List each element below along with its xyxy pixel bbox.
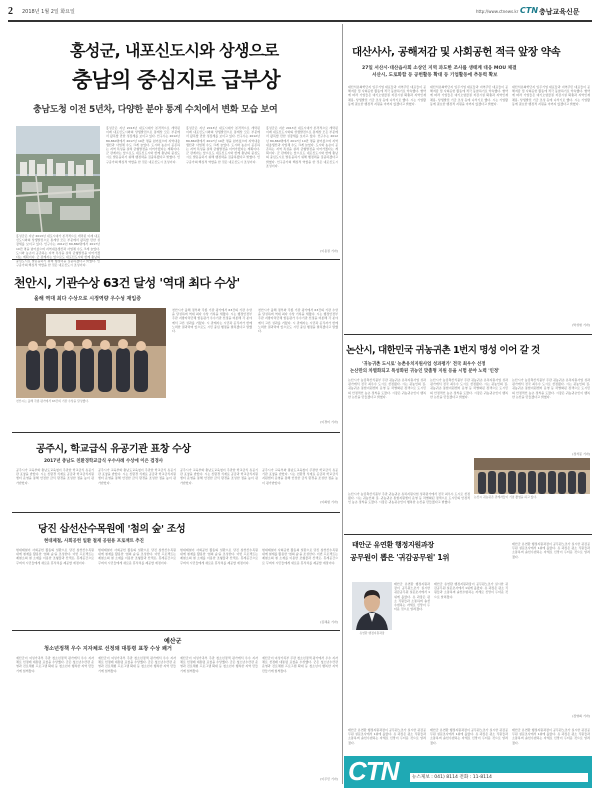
main-body-col-4: 홍성군은 지난 2013년 내포시대가 본격적으로 개막된 이래 내포신도시와의 상생발전으로 통계상 모든 부문에서 괄목할 만한 성장세를 보이고 있다. 인구수는 2012년 89,860명에서 2017년 10만 명을 넘어섰으며 지역내총생산과 사업체 수도 크게 늘었다. 도시와 농촌이 공존하는 지역 특성을 살려 균형발전을 이어가겠다는 계획이다. 군 관계자는 앞으로도 내포신도시와 함께 충남의 중심도시로 발돋움하기 위해 행정력을 집중하겠다고 밝혔다. 인구증가의 핵심적 역할을 한 것은 내포신도시 조성이다. [266, 126, 338, 168]
site-url[interactable]: http://www.ctnews.kr [476, 9, 519, 14]
nonsan-body-col-1: 논산시가 농림축산식품부 주관 귀농귀촌 유치지원사업 성과평가에서 전국 최우수 도시로 선정됐다. 시는 귀농인의 집, 귀농귀촌 통합지원센터 운영 등 차별화된 정책으로 도시민의 안정적인 농촌 정착을 도왔다. 시장은 귀농귀촌인이 행복한 논산을 만들겠다고 밝혔다. [348, 378, 426, 399]
nonsan-body-col-2: 논산시가 농림축산식품부 주관 귀농귀촌 유치지원사업 성과평가에서 전국 최우수 도시로 선정됐다. 시는 귀농인의 집, 귀농귀촌 통합지원센터 운영 등 차별화된 정책으로 도시민의 안정적인 농촌 정착을 도왔다. 시장은 귀농귀촌인이 행복한 논산을 만들겠다고 밝혔다. [430, 378, 508, 399]
nonsan-subhead-1: '귀농귀촌 도시로' 농촌유치지원사업 성과평가' 전국 최우수 선정 [362, 362, 486, 367]
cheonan-subhead: 올해 역대 최다 수상으로 시정역량 우수성 재입증 [34, 296, 142, 302]
gongju-body-col-4: 공주시가 교육부와 충남도교육청이 주관한 학교급식 유공기관 표창을 받았다. 시는 친환경 식재료 공급과 학교급식지원센터 운영을 통해 안전한 급식 환경을 조성한 점을 높이 평가받았다. [262, 468, 338, 485]
yesan-headline: 예산군 [164, 638, 182, 645]
daesan-body-col-2: 대산석유화학단지 입주기업 대표들과 지역주민 대표들이 공해저감 및 사회공헌 활동에 적극 동참하기로 약속했다. 협약에 따라 기업들은 대기오염물질 저감시설 확충과 지역인재 채용, 상생발전 기금 조성 등에 나서기로 했다. 시는 기업활동에 필요한 행정적 지원을 아끼지 않겠다고 밝혔다. [430, 85, 508, 106]
column-divider [342, 24, 343, 784]
yesan-body-col-1: 예산군이 여성가족부 주관 청소년정책 평가에서 우수 지자체로 선정돼 대통령 표창을 수상했다. 군은 청소년수련관 운영과 진로체험 프로그램 확대 등 청소년이 행복한 지역 만들기에 힘써왔다. [16, 656, 94, 673]
yesan-byline: (이주민 기자) [320, 777, 338, 781]
main-photo-aerial-city [16, 126, 100, 232]
page-number: 2 [8, 6, 13, 17]
footer-ad-banner[interactable] [344, 756, 592, 788]
cheonan-photo-caption: 천안시는 올해 각종 평가에서 63건의 기관 수상을 달성했다. [16, 399, 89, 403]
yesan-body-col-4: 예산군이 여성가족부 주관 청소년정책 평가에서 우수 지자체로 선정돼 대통령 표창을 수상했다. 군은 청소년수련관 운영과 진로체험 프로그램 확대 등 청소년이 행복한 지역 만들기에 힘써왔다. [262, 656, 338, 673]
cheonan-headline: 천안시, 기관수상 63건 달성 '역대 최다 수상' [14, 276, 240, 290]
yesan-body-col-2: 예산군이 여성가족부 주관 청소년정책 평가에서 우수 지자체로 선정돼 대통령 표창을 수상했다. 군은 청소년수련관 운영과 진로체험 프로그램 확대 등 청소년이 행복한 지역 만들기에 힘써왔다. [98, 656, 176, 673]
taean-headline-2: 공무원이 뽑은 '귀감공무원' 1위 [350, 553, 450, 562]
dangjin-body-col-1: 현대제철이 사회공헌 활동의 일환으로 당진 삽선산수목원 내에 철재를 활용한 '첨의 숲'을 조성한다. 이번 프로젝트는 제철소의 철 소재를 이용한 조형물과 산책로, 휴게공간으로 꾸며져 시민들에게 새로운 휴식처를 제공할 예정이다. [16, 548, 94, 565]
yesan-article [14, 632, 340, 786]
dangjin-byline: (김혜윤 기자) [320, 620, 338, 624]
cheonan-photo-award [16, 308, 166, 398]
dangjin-body-col-2: 현대제철이 사회공헌 활동의 일환으로 당진 삽선산수목원 내에 철재를 활용한 '첨의 숲'을 조성한다. 이번 프로젝트는 제철소의 철 소재를 이용한 조형물과 산책로, 휴게공간으로 꾸며져 시민들에게 새로운 휴식처를 제공할 예정이다. [98, 548, 176, 565]
dangjin-body-col-4: 현대제철이 사회공헌 활동의 일환으로 당진 삽선산수목원 내에 철재를 활용한 '첨의 숲'을 조성한다. 이번 프로젝트는 제철소의 철 소재를 이용한 조형물과 산책로, 휴게공간으로 꾸며져 시민들에게 새로운 휴식처를 제공할 예정이다. [262, 548, 338, 565]
main-body-col-2: 홍성군은 지난 2013년 내포시대가 본격적으로 개막된 이래 내포신도시와의 상생발전으로 통계상 모든 부문에서 괄목할 만한 성장세를 보이고 있다. 인구수는 2012년 89,860명에서 2017년 10만 명을 넘어섰으며 지역내총생산과 사업체 수도 크게 늘었다. 도시와 농촌이 공존하는 지역 특성을 살려 균형발전을 이어가겠다는 계획이다. 군 관계자는 앞으로도 내포신도시와 함께 충남의 중심도시로 발돋움하기 위해 행정력을 집중하겠다고 밝혔다. 인구증가의 핵심적 역할을 한 것은 내포신도시 조성이다. [106, 126, 180, 164]
taean-body-col-1: 태안군 유연환 행정지원과장이 공무원노조가 실시한 귀감공무원 설문조사에서 1위에 올랐다. 유 과장은 평소 직원들과 소통하며 솔선수범하는 자세로 신망이 두터운 것으로 알려졌다. [394, 582, 430, 612]
section-rule-6 [12, 630, 340, 631]
gongju-body-col-1: 공주시가 교육부와 충남도교육청이 주관한 학교급식 유공기관 표창을 받았다. 시는 친환경 식재료 공급과 학교급식지원센터 운영을 통해 안전한 급식 환경을 조성한 점을 높이 평가받았다. [16, 468, 94, 485]
footer-ad-info-strip [410, 773, 588, 782]
filler-column-1: 태안군 유연환 행정지원과장이 공무원노조가 실시한 귀감공무원 설문조사에서 1위에 올랐다. 유 과장은 평소 직원들과 소통하며 솔선수범하는 자세로 신망이 두터운 것으로 알려졌다. [348, 728, 426, 745]
daesan-body-col-3: 대산석유화학단지 입주기업 대표들과 지역주민 대표들이 공해저감 및 사회공헌 활동에 적극 동참하기로 약속했다. 협약에 따라 기업들은 대기오염물질 저감시설 확충과 지역인재 채용, 상생발전 기금 조성 등에 나서기로 했다. 시는 기업활동에 필요한 행정적 지원을 아끼지 않겠다고 밝혔다. [512, 85, 590, 106]
daesan-headline: 대산사사, 공해저감 및 사회공헌 적극 앞장 약속 [352, 46, 561, 58]
nonsan-article [346, 336, 592, 532]
gongju-body-col-2: 공주시가 교육부와 충남도교육청이 주관한 학교급식 유공기관 표창을 받았다. 시는 친환경 식재료 공급과 학교급식지원센터 운영을 통해 안전한 급식 환경을 조성한 점을 높이 평가받았다. [98, 468, 176, 485]
section-rule-5 [344, 534, 592, 535]
main-article [14, 22, 340, 268]
nonsan-photo-group [474, 458, 590, 494]
paper-logo-mark: CTN [520, 6, 539, 15]
taean-byline: (장영희 기자) [572, 714, 590, 718]
yesan-body-col-3: 예산군이 여성가족부 주관 청소년정책 평가에서 우수 지자체로 선정돼 대통령 표창을 수상했다. 군은 청소년수련관 운영과 진로체험 프로그램 확대 등 청소년이 행복한 지역 만들기에 힘써왔다. [180, 656, 258, 673]
nonsan-subhead-2: 논산만의 차별화되고 특성화된 귀농인 맞춤형 지원 등을 시험 분야 노력 '인정' [350, 369, 500, 374]
filler-column-3: 태안군 유연환 행정지원과장이 공무원노조가 실시한 귀감공무원 설문조사에서 1위에 올랐다. 유 과장은 평소 직원들과 소통하며 솔선수범하는 자세로 신망이 두터운 것으로 알려졌다. [512, 728, 590, 745]
filler-column-2: 태안군 유연환 행정지원과장이 공무원노조가 실시한 귀감공무원 설문조사에서 1위에 올랐다. 유 과장은 평소 직원들과 소통하며 솔선수범하는 자세로 신망이 두터운 것으로 알려졌다. [430, 728, 508, 745]
daesan-subhead-1: 27일 서산시·대산읍사회 소상인 지역 과도한 조사를 생태계 대응 MOU 체결 [362, 66, 517, 71]
gongju-body-col-3: 공주시가 교육부와 충남도교육청이 주관한 학교급식 유공기관 표창을 받았다. 시는 친환경 식재료 공급과 학교급식지원센터 운영을 통해 안전한 급식 환경을 조성한 점을 높이 평가받았다. [180, 468, 258, 485]
dangjin-subhead: 현대제철, 사회공헌 일환 철재 공원용 프로젝트 추진 [44, 539, 144, 544]
footer-ad-phone: 뉴스제보 : 041) 8114 전화 : 11-8114 [412, 775, 492, 780]
cheonan-body-col-1: 천안시가 올해 정부와 각종 기관 평가에서 63건의 기관 수상을 달성하며 역대 최다 수상 기록을 세웠다. 시는 행정안전부 주관 지방자치단체 합동평가 우수기관 선정을 비롯해 각 분야에서 고른 성과를 거뒀다. 시 관계자는 시민과 공직자가 함께 노력한 결과라며 앞으로도 시민 중심 행정을 펼치겠다고 말했다. [172, 308, 252, 334]
section-rule-1 [12, 259, 340, 260]
main-headline-1: 홍성군, 내포신도시와 상생으로 [70, 41, 279, 60]
daesan-byline: (박성현 기자) [572, 323, 590, 327]
taean-body-col-2: 태안군 유연환 행정지원과장이 공무원노조가 실시한 귀감공무원 설문조사에서 1위에 올랐다. 유 과장은 평소 직원들과 소통하며 솔선수범하는 자세로 신망이 두터운 것으로 알려졌다. [434, 582, 508, 599]
issue-date: 2018년 1월 2일 화요일 [22, 9, 75, 15]
taean-article [346, 536, 592, 726]
gongju-headline: 공주시, 학교급식 유공기관 표창 수상 [36, 444, 191, 455]
taean-portrait-caption: 유연환 행정지원과장 [359, 631, 385, 635]
nonsan-body-col-3: 논산시가 농림축산식품부 주관 귀농귀촌 유치지원사업 성과평가에서 전국 최우수 도시로 선정됐다. 시는 귀농인의 집, 귀농귀촌 통합지원센터 운영 등 차별화된 정책으로 도시민의 안정적인 농촌 정착을 도왔다. 시장은 귀농귀촌인이 행복한 논산을 만들겠다고 밝혔다. [512, 378, 590, 399]
taean-headline-1: 태안군 유연환 행정지원과장 [352, 541, 434, 549]
paper-name: 충남교육신문 [539, 8, 580, 16]
taean-portrait-photo [352, 582, 392, 630]
nonsan-body-col-4: 논산시가 농림축산식품부 주관 귀농귀촌 유치지원사업 성과평가에서 전국 최우수 도시로 선정됐다. 시는 귀농인의 집, 귀농귀촌 통합지원센터 운영 등 차별화된 정책으로 도시민의 안정적인 농촌 정착을 도왔다. 시장은 귀농귀촌인이 행복한 논산을 만들겠다고 밝혔다. [348, 492, 470, 505]
gongju-article [14, 434, 340, 510]
gongju-subhead: 2017년 충남도 친환경학교급식 우수사례 수상에 이은 겹경사 [44, 459, 163, 464]
taean-body-col-3: 태안군 유연환 행정지원과장이 공무원노조가 실시한 귀감공무원 설문조사에서 1위에 올랐다. 유 과장은 평소 직원들과 소통하며 솔선수범하는 자세로 신망이 두터운 것으로 알려졌다. [512, 542, 590, 559]
footer-ad-logo: CTN [348, 756, 399, 786]
nonsan-photo-caption: 논산시 귀농귀촌 관계자들이 기념 촬영을 하고 있다. [474, 495, 537, 499]
nonsan-headline: 논산시, 대한민국 귀농귀촌 1번지 명성 이어 갈 것 [346, 345, 540, 356]
cheonan-byline: (이경미 기자) [320, 420, 338, 424]
section-rule-2 [344, 334, 592, 335]
dangjin-headline: 당진 삽선산수목원에 '첨의 숲' 조성 [38, 524, 186, 535]
yesan-subhead: 청소년정책 우수 지자체로 선정돼 대통령 표창 수상 쾌거 [44, 646, 172, 652]
main-headline-2: 충남의 중심지로 급부상 [72, 68, 280, 92]
dangjin-article [14, 514, 340, 628]
section-rule-3 [12, 432, 340, 433]
dangjin-body-col-3: 현대제철이 사회공헌 활동의 일환으로 당진 삽선산수목원 내에 철재를 활용한 '첨의 숲'을 조성한다. 이번 프로젝트는 제철소의 철 소재를 이용한 조형물과 산책로, 휴게공간으로 꾸며져 시민들에게 새로운 휴식처를 제공할 예정이다. [180, 548, 258, 565]
daesan-article [346, 22, 592, 332]
main-body-col-3: 홍성군은 지난 2013년 내포시대가 본격적으로 개막된 이래 내포신도시와의 상생발전으로 통계상 모든 부문에서 괄목할 만한 성장세를 보이고 있다. 인구수는 2012년 89,860명에서 2017년 10만 명을 넘어섰으며 지역내총생산과 사업체 수도 크게 늘었다. 도시와 농촌이 공존하는 지역 특성을 살려 균형발전을 이어가겠다는 계획이다. 군 관계자는 앞으로도 내포신도시와 함께 충남의 중심도시로 발돋움하기 위해 행정력을 집중하겠다고 밝혔다. 인구증가의 핵심적 역할을 한 것은 내포신도시 조성이다. [186, 126, 260, 164]
main-byline: (이용권 기자) [320, 249, 338, 253]
cheonan-body-col-2: 천안시가 올해 정부와 각종 기관 평가에서 63건의 기관 수상을 달성하며 역대 최다 수상 기록을 세웠다. 시는 행정안전부 주관 지방자치단체 합동평가 우수기관 선정을 비롯해 각 분야에서 고른 성과를 거뒀다. 시 관계자는 시민과 공직자가 함께 노력한 결과라며 앞으로도 시민 중심 행정을 펼치겠다고 말했다. [258, 308, 338, 334]
section-rule-4 [12, 512, 340, 513]
daesan-subhead-2: 서산시, 도로화합 등 공헌활동 확대 등 기업활동에 추동력 확보 [372, 73, 498, 78]
main-subhead: 충남도청 이전 5년차, 다양한 분야 통계 수치에서 변화 모습 보여 [33, 105, 278, 115]
main-body-col-1: 홍성군은 지난 2013년 내포시대가 본격적으로 개막된 이래 내포신도시와의 상생발전으로 통계상 모든 부문에서 괄목할 만한 성장세를 보이고 있다. 인구수는 2012년 89,860명에서 2017년 10만 명을 넘어섰으며 지역내총생산과 사업체 수도 크게 늘었다. 도시와 농촌이 공존하는 지역 특성을 살려 균형발전을 이어가겠다는 계획이다. 군 관계자는 앞으로도 내포신도시와 함께 충남의 중심도시로 발돋움하기 위해 행정력을 집중하겠다고 밝혔다. 인구증가의 핵심적 역할을 한 것은 내포신도시 조성이다. [16, 234, 100, 268]
nonsan-byline: (정석봉 기자) [572, 452, 590, 456]
daesan-body-col-1: 대산석유화학단지 입주기업 대표들과 지역주민 대표들이 공해저감 및 사회공헌 활동에 적극 동참하기로 약속했다. 협약에 따라 기업들은 대기오염물질 저감시설 확충과 지역인재 채용, 상생발전 기금 조성 등에 나서기로 했다. 시는 기업활동에 필요한 행정적 지원을 아끼지 않겠다고 밝혔다. [348, 85, 426, 106]
cheonan-article [14, 262, 340, 430]
gongju-byline: (이희범 기자) [320, 500, 338, 504]
page-header [8, 6, 592, 20]
